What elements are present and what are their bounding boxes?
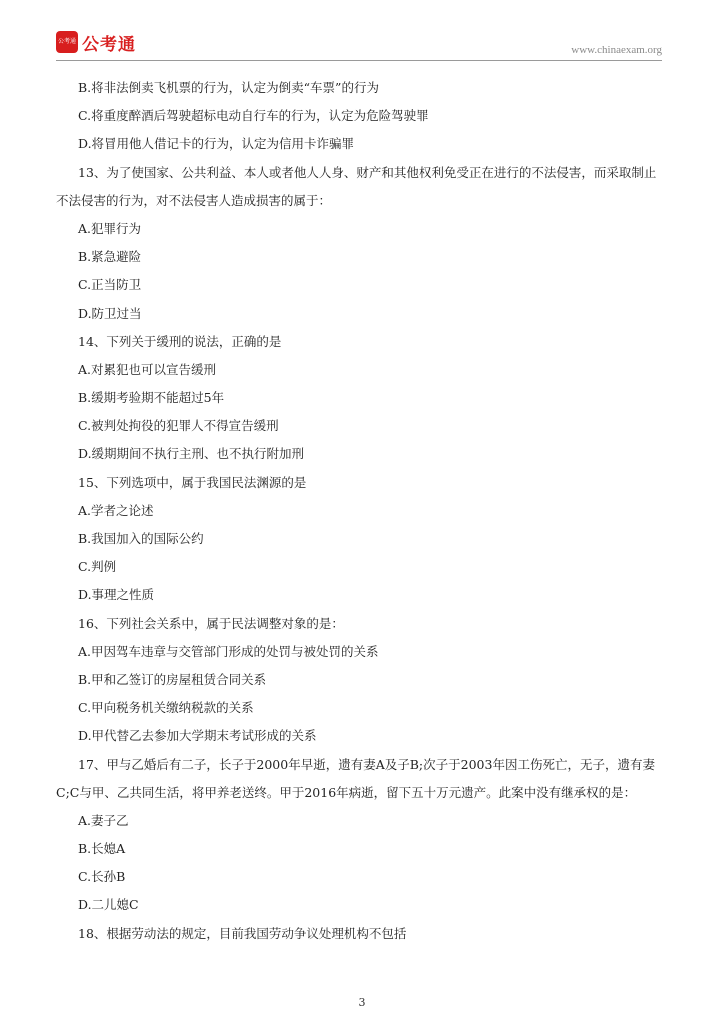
- answer-option: A.对累犯也可以宣告缓刑: [78, 361, 217, 377]
- answer-option: D.二儿媳C: [78, 897, 139, 913]
- answer-option: C.正当防卫: [78, 277, 142, 293]
- answer-option: A.甲因驾车违章与交管部门形成的处罚与被处罚的关系: [78, 643, 379, 659]
- answer-option: A.学者之论述: [78, 502, 154, 518]
- answer-option: D.将冒用他人借记卡的行为，认定为信用卡诈骗罪: [78, 136, 355, 152]
- logo-icon: 公考通: [56, 31, 78, 53]
- answer-option: C.判例: [78, 559, 117, 575]
- page-header: [56, 30, 662, 61]
- site-url: www.chinaexam.org: [571, 44, 662, 56]
- answer-option: B.将非法倒卖飞机票的行为，认定为倒卖“车票”的行为: [78, 80, 379, 95]
- answer-option: C.将重度醉酒后驾驶超标电动自行车的行为，认定为危险驾驶罪: [78, 108, 429, 124]
- site-logo[interactable]: [56, 30, 136, 54]
- question-text-continued: C;C与甲、乙共同生活，将甲养老送终。甲于2016年病逝，留下五十万元遗产。此案中没有继承权的是：: [56, 784, 637, 800]
- answer-option: A.犯罪行为: [78, 220, 142, 236]
- answer-option: B.我国加入的国际公约: [78, 531, 204, 546]
- answer-option: C.长孙B: [78, 869, 126, 885]
- question-text: 16、下列社会关系中，属于民法调整对象的是：: [78, 615, 344, 631]
- question-text: 17、甲与乙婚后有二子，长子于2000年早逝，遗有妻A及子B;次子于2003年因工伤死亡，无子，遗有妻: [78, 756, 655, 772]
- question-text: 13、为了使国家、公共利益、本人或者他人人身、财产和其他权利免受正在进行的不法侵害，而采取制止: [78, 164, 657, 180]
- answer-option: B.长媳A: [78, 841, 126, 857]
- answer-option: D.防卫过当: [78, 305, 142, 321]
- answer-option: D.事理之性质: [78, 587, 155, 603]
- answer-option: C.被判处拘役的犯罪人不得宣告缓刑: [78, 418, 279, 434]
- answer-option: D.甲代替乙去参加大学期末考试形成的关系: [78, 728, 317, 744]
- answer-option: D.缓期期间不执行主刑、也不执行附加刑: [78, 446, 305, 462]
- answer-option: B.甲和乙签订的房屋租赁合同关系: [78, 671, 267, 687]
- document-body: [56, 74, 668, 948]
- page-number: 3: [358, 996, 366, 1009]
- question-text: 18、根据劳动法的规定，目前我国劳动争议处理机构不包括: [78, 925, 407, 941]
- question-text: 15、下列选项中，属于我国民法渊源的是: [78, 474, 307, 490]
- logo-text: 公考通: [82, 34, 136, 55]
- question-text-continued: 不法侵害的行为，对不法侵害人造成损害的属于：: [56, 192, 332, 208]
- question-text: 14、下列关于缓刑的说法，正确的是: [78, 333, 282, 349]
- answer-option: B.缓期考验期不能超过5年: [78, 390, 225, 406]
- answer-option: A.妻子乙: [78, 812, 129, 828]
- answer-option: C.甲向税务机关缴纳税款的关系: [78, 700, 254, 716]
- answer-option: B.紧急避险: [78, 249, 142, 265]
